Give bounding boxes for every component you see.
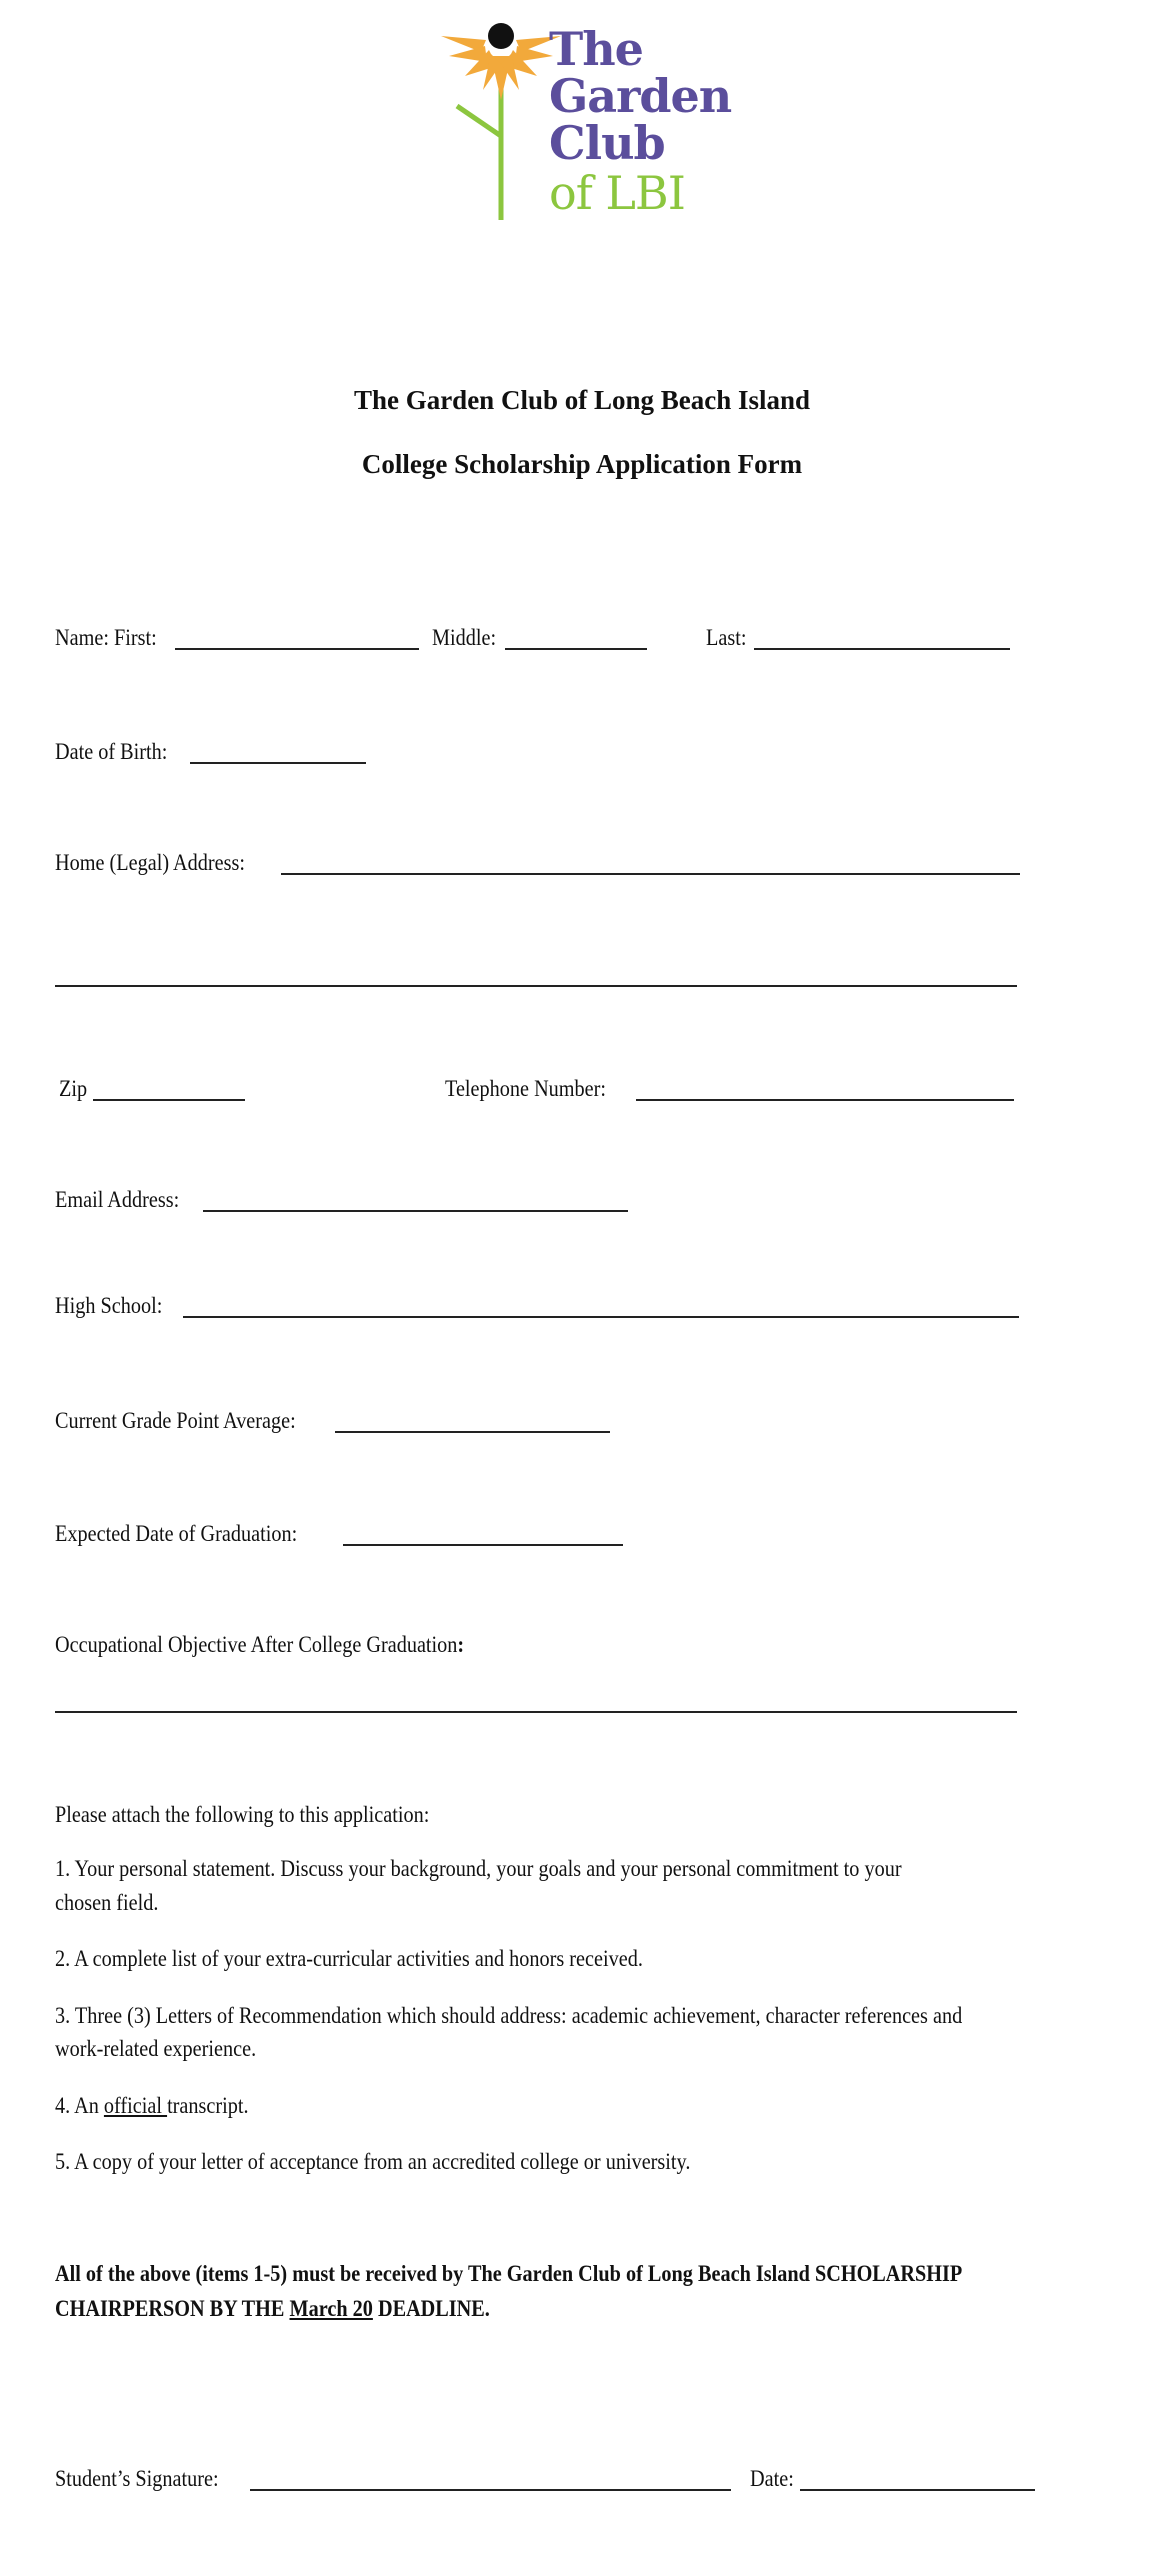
item-1-cont: chosen field.	[55, 1890, 159, 1915]
item-3-cont: work-related experience.	[55, 2036, 257, 2061]
high-school-label: High School:	[55, 1293, 163, 1318]
dob-field[interactable]	[190, 762, 366, 764]
occupation-label-text: Occupational Objective After College Graduation	[55, 1632, 458, 1657]
logo-text-the: The	[549, 22, 643, 76]
zip-field[interactable]	[93, 1099, 245, 1101]
page-title: The Garden Club of Long Beach Island	[353, 385, 811, 415]
phone-field[interactable]	[636, 1099, 1014, 1101]
dob-label: Date of Birth:	[55, 739, 168, 764]
page-subtitle: College Scholarship Application Form	[361, 449, 803, 479]
item-4	[55, 2092, 249, 2120]
phone-label: Telephone Number:	[445, 1076, 607, 1101]
deadline-notice-line-1: All of the above (items 1-5) must be received by The Garden Club of Long Beach Island SCHOLARSHIP	[55, 2261, 963, 2286]
graduation-field[interactable]	[343, 1544, 623, 1546]
attach-intro: Please attach the following to this application:	[55, 1802, 430, 1827]
notice-pre: CHAIRPERSON BY THE	[55, 2296, 290, 2321]
address-label: Home (Legal) Address:	[55, 850, 245, 875]
logo-text-club: Club	[549, 116, 665, 170]
item-4-post: transcript.	[167, 2093, 249, 2118]
address-field-line-2[interactable]	[55, 985, 1017, 987]
last-name-field[interactable]	[754, 648, 1010, 650]
garden-club-logo	[441, 18, 741, 228]
first-name-field[interactable]	[175, 648, 419, 650]
flower-icon	[441, 18, 561, 228]
logo-text-of-lbi: of LBI	[549, 166, 685, 220]
notice-post: DEADLINE.	[372, 2296, 490, 2321]
zip-label: Zip	[59, 1076, 88, 1101]
gpa-label: Current Grade Point Average:	[55, 1408, 296, 1433]
deadline-notice-line-2	[55, 2295, 490, 2323]
high-school-field[interactable]	[183, 1316, 1019, 1318]
address-field[interactable]	[281, 873, 1020, 875]
graduation-label: Expected Date of Graduation:	[55, 1521, 298, 1546]
last-name-label: Last:	[706, 625, 747, 650]
deadline-date: March 20	[289, 2296, 373, 2321]
email-field[interactable]	[203, 1210, 628, 1212]
occupation-label	[55, 1631, 464, 1659]
occupation-colon: :	[457, 1632, 465, 1657]
item-5: 5. A copy of your letter of acceptance from an accredited college or university.	[55, 2149, 691, 2174]
email-label: Email Address:	[55, 1187, 180, 1212]
middle-name-field[interactable]	[505, 648, 647, 650]
item-3: 3. Three (3) Letters of Recommendation which should address: academic achievement, character references and	[55, 2003, 963, 2028]
item-4-official: official	[103, 2093, 168, 2118]
first-name-label: Name: First:	[55, 625, 157, 650]
signature-date-label: Date:	[750, 2466, 794, 2491]
middle-name-label: Middle:	[432, 625, 497, 650]
occupation-field[interactable]	[55, 1711, 1017, 1713]
signature-label: Student’s Signature:	[55, 2466, 219, 2491]
item-2: 2. A complete list of your extra-curricular activities and honors received.	[55, 1946, 643, 1971]
signature-field[interactable]	[250, 2489, 731, 2491]
item-1: 1. Your personal statement. Discuss your background, your goals and your personal commitment to your	[55, 1856, 902, 1881]
item-4-pre: 4. An	[55, 2093, 104, 2118]
signature-date-field[interactable]	[800, 2489, 1035, 2491]
gpa-field[interactable]	[335, 1431, 610, 1433]
logo-text-garden: Garden	[549, 69, 732, 123]
